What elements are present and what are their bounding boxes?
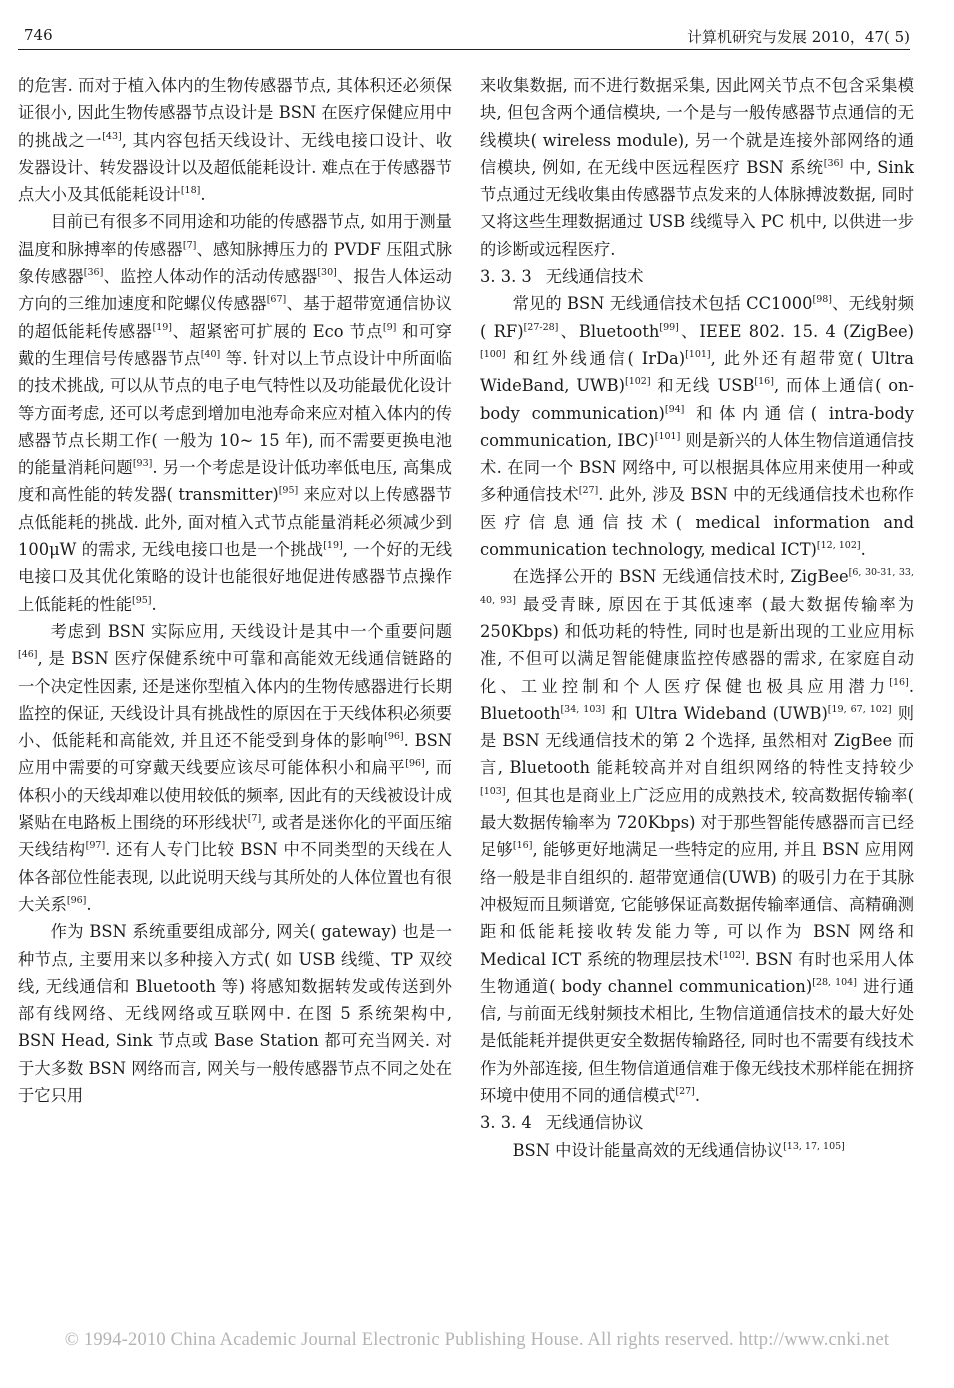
section-heading bbox=[480, 1109, 914, 1136]
citation: [28, 104] bbox=[812, 976, 857, 988]
citation: [96] bbox=[384, 731, 404, 743]
left-column bbox=[18, 72, 452, 1342]
paragraph: 来收集数据, 而不进行数据采集, 因此网关节点不包含采集模块, 但包含两个通信模块, 一个是与一般传感器节点通信的无线模块( wireless module), 另一个就是连接外部网络的通信模块, 例如, 在无线中医远程医疗 BSN 系统[36] 中, Sink 节点通过无线收集由传感器节点发来的人体脉搏波数据, 同时又将这些生理数据通过 USB 线缆导入 PC 机中, 以供进一步的诊断或远程医疗. bbox=[480, 76, 914, 259]
citation: [96] bbox=[66, 894, 87, 906]
citation: [7] bbox=[247, 813, 262, 825]
citation: [27-28] bbox=[523, 321, 559, 333]
citation: [93] bbox=[132, 458, 153, 470]
citation: [40] bbox=[200, 348, 221, 360]
citation: [19, 67, 102] bbox=[827, 703, 892, 715]
right-column bbox=[480, 72, 914, 1342]
section-heading bbox=[480, 263, 914, 290]
citation: [19] bbox=[152, 321, 173, 333]
citation: [30] bbox=[317, 267, 337, 279]
citation: [102] bbox=[624, 376, 651, 388]
citation: [12, 102] bbox=[816, 540, 861, 552]
citation: [13, 17, 105] bbox=[783, 1140, 845, 1152]
citation: [101] bbox=[654, 430, 681, 442]
citation: [6, 30-31, 33, 40, 93] bbox=[480, 567, 914, 606]
citation: [99] bbox=[659, 321, 679, 333]
section-number: 3. 3. 3 bbox=[480, 267, 532, 287]
paragraph: BSN 中设计能量高效的无线通信协议[13, 17, 105] bbox=[512, 1140, 845, 1160]
header-rule bbox=[18, 49, 910, 50]
section-title: 无线通信协议 bbox=[545, 1113, 644, 1133]
paragraph: 目前已有很多不同用途和功能的传感器节点, 如用于测量温度和脉搏率的传感器[7]、感知脉搏压力的 PVDF 压阻式脉象传感器[36]、监控人体动作的活动传感器[30]、报告人体运动方向的三维加速度和陀螺仪传感器[67]、基于超带宽通信协议的超低能耗传感器[19]、超紧密可扩展的 Eco 节点[9] 和可穿戴的生理信号传感器节点[40] 等. 针对以上节点设计中所面临的技术挑战, 可以从节点的电子电气特性以及功能最优化设计等方面考虑, 还可以考虑到增加电池寿命来应对植入体内的传感器节点长期工作( 一般为 10~ 15 年), 而不需要更换电池的能量消耗问题[93]. 另一个考虑是设计低功率低电压, 高集成度和高性能的转发器( transmitter)[95] 来应对以上传感器节点低能耗的挑战. 此外, 面对植入式节点能量消耗必须减少到 100μW 的需求, 无线电接口也是一个挑战[19], 一个好的无线电接口及其优化策略的设计也能很好地促进传感器节点操作上低能耗的性能[95]. bbox=[18, 212, 452, 614]
citation: [18] bbox=[180, 185, 201, 197]
section-title: 无线通信技术 bbox=[545, 267, 644, 287]
citation: [102] bbox=[719, 949, 745, 961]
citation: [27] bbox=[578, 485, 599, 497]
paragraph: 的危害. 而对于植入体内的生物传感器节点, 其体积还必须保证很小, 因此生物传感器节点设计是 BSN 在医疗保健应用中的挑战之一[43], 其内容包括天线设计、无线电接口设计、收发器设计、转发器设计以及超低能耗设计. 难点在于传感器节点大小及其低能耗设计[18]. bbox=[18, 76, 452, 205]
citation: [9] bbox=[382, 321, 397, 333]
citation: [46] bbox=[18, 649, 38, 661]
citation: [43] bbox=[102, 130, 122, 142]
citation: [96] bbox=[405, 758, 425, 770]
paragraph: 考虑到 BSN 实际应用, 天线设计是其中一个重要问题[46], 是 BSN 医疗保健系统中可靠和高能效无线通信链路的一个决定性因素, 还是迷你型植入体内的生物传感器进行长期监控的保证, 天线设计具有挑战性的原因在于天线体积必须要小、低能耗和高能效, 并且还不能受到身体的影响[96]. BSN 应用中需要的可穿戴天线要应该尽可能体积小和扁平[96], 而体积小的天线却难以使用较低的频率, 因此有的天线被设计成紧贴在电路板上围绕的环形线状[7], 或者是迷你化的平面压缩天线结构[97]. 还有人专门比较 BSN 中不同类型的天线在人体各部位性能表现, 以此说明天线与其所处的人体位置也有很大关系[96]. bbox=[18, 621, 452, 914]
paragraph: 在选择公开的 BSN 无线通信技术时, ZigBee[6, 30-31, 33, 40, 93] 最受青睐, 原因在于其低速率 (最大数据传输率为 250Kbps) 和低功耗的特性, 同时也是新出现的工业应用标准, 不但可以满足智能健康监控传感器的需求, 在家庭自动化、工业控制和个人医疗保健也极具应用潜力[16]. Bluetooth[34, 103] 和 Ultra Wideband (UWB)[19, 67, 102] 则是 BSN 无线通信技术的第 2 个选择, 虽然相对 ZigBee 而言, Bluetooth 能耗较高并对自组织网络的特性支持较少[103], 但其也是商业上广泛应用的成熟技术, 较高数据传输率( 最大数据传输率为 720Kbps) 对于那些智能传感器而言已经足够[16], 能够更好地满足一些特定的应用, 并且 BSN 应用网络一般是非自组织的. 超带宽通信(UWB) 的吸引力在于其脉冲极短而且频谱宽, 它能够保证高数据传输率通信、高精确测距和低能耗接收转发能力等, 可以作为 BSN 网络和 Medical ICT 系统的物理层技术[102]. BSN 有时也采用人体生物通道( body channel communication)[28, 104] 进行通信, 与前面无线射频技术相比, 生物信道通信技术的最大好处是低能耗并提供更安全数据传输路径, 同时也不需要有线技术作为外部连接, 但生物信道通信难于像无线技术那样能在拥挤环境中使用不同的通信模式[27]. bbox=[480, 567, 914, 1105]
copyright-footer: © 1994-2010 China Academic Journal Electronic Publishing House. All rights reserved. http://www.cnki.net bbox=[64, 1330, 890, 1350]
paragraph: 作为 BSN 系统重要组成部分, 网关( gateway) 也是一种节点, 主要用来以多种接入方式( 如 USB 线缆、TP 双绞线, 无线通信和 Bluetooth 等) 将感知数据转发或传送到外部有线网络、无线网络或互联网中. 在图 5 系统架构中, BSN Head, Sink 节点或 Base Station 都可充当网关. 对于大多数 BSN 网络而言, 网关与一般传感器节点不同之处在于它只用 bbox=[18, 922, 452, 1105]
citation: [95] bbox=[131, 594, 152, 606]
citation: [34, 103] bbox=[560, 703, 606, 715]
citation: [36] bbox=[823, 157, 844, 169]
citation: [16] bbox=[512, 840, 533, 852]
citation: [100] bbox=[480, 348, 506, 360]
citation: [97] bbox=[85, 840, 106, 852]
section-number: 3. 3. 4 bbox=[480, 1113, 532, 1133]
journal-title: 计算机研究与发展 2010，47( 5) bbox=[686, 28, 910, 46]
citation: [98] bbox=[812, 294, 833, 306]
citation: [7] bbox=[182, 239, 197, 251]
citation: [94] bbox=[664, 403, 685, 415]
paragraph: 常见的 BSN 无线通信技术包括 CC1000[98]、无线射频( RF)[27-28]、Bluetooth[99]、IEEE 802. 15. 4 (ZigBee)[100] 和红外线通信( IrDa)[101], 此外还有超带宽( Ultra WideBand, UWB)[102] 和无线 USB[16], 而体上通信( on-body communication)[94] 和体内通信( intra-body communication, IBC)[101] 则是新兴的人体生物信道通信技术. 在同一个 BSN 网络中, 可以根据具体应用来使用一种或多种通信技术[27]. 此外, 涉及 BSN 中的无线通信技术也称作医疗信息通信技术( medical information and communication technology, medical ICT)[12, 102]. bbox=[480, 294, 914, 560]
citation: [103] bbox=[480, 785, 506, 797]
page-header bbox=[24, 20, 910, 48]
page-number: 746 bbox=[24, 26, 53, 44]
citation: [27] bbox=[675, 1085, 695, 1097]
citation: [16] bbox=[754, 376, 774, 388]
citation: [67] bbox=[266, 294, 287, 306]
citation: [16] bbox=[889, 676, 909, 688]
citation: [101] bbox=[685, 348, 711, 360]
citation: [19] bbox=[323, 540, 343, 552]
citation: [95] bbox=[278, 485, 299, 497]
citation: [36] bbox=[83, 267, 104, 279]
